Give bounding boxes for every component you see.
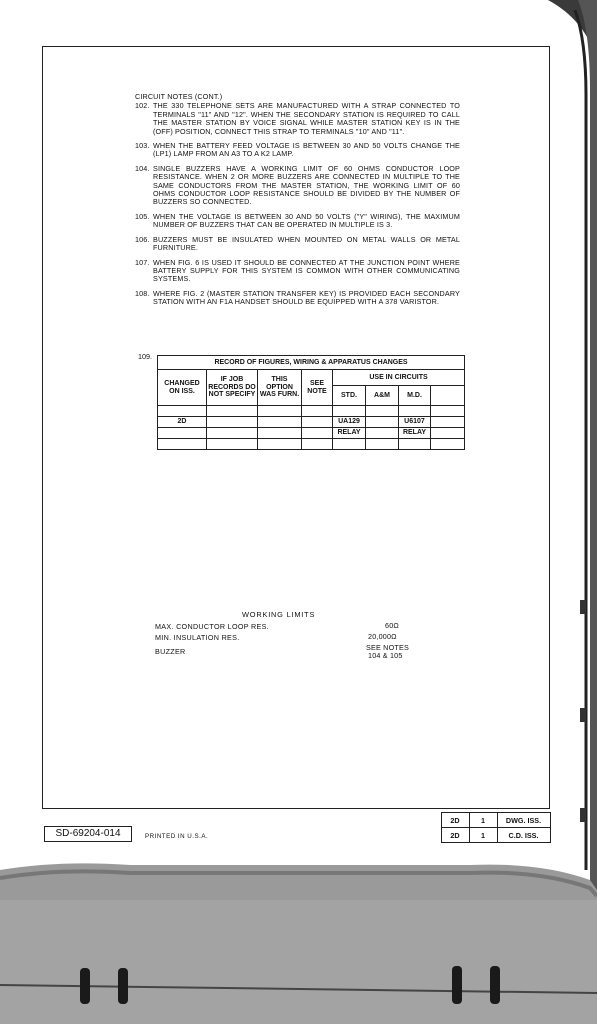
- drawing-number-box: SD-69204-014: [44, 826, 132, 842]
- note-number: 105.: [135, 211, 150, 221]
- changes-record-table: [157, 355, 465, 450]
- note-text: WHEN FIG. 6 IS USED IT SHOULD BE CONNECTED AT THE JUNCTION POINT WHERE BATTERY SUPPLY FOR THIS SYSTEM IS COMMON WITH OTHER COMMUNICATING SYSTEMS.: [153, 257, 460, 284]
- dwg-iss-num: 1: [469, 813, 497, 828]
- note-text: THE 330 TELEPHONE SETS ARE MANUFACTURED WITH A STRAP CONNECTED TO TERMINALS "11" AND "12". WHEN THE SECONDARY STATION IS REQUIRED TO CALL THE MASTER STATION BY VOICE SIGNAL WHILE MASTER STATION KEY IS IN THE (OFF) POSITION, CONNECT THIS STRAP TO TERMINALS "10" AND "11".: [153, 101, 460, 136]
- std-cell: UA129: [333, 417, 366, 428]
- note-text: WHEN THE VOLTAGE IS BETWEEN 30 AND 50 VOLTS ("Y" WIRING), THE MAXIMUM NUMBER OF BUZZERS THAT CAN BE OPERATED IN MULTIPLE IS 3.: [153, 211, 460, 230]
- table-row: [158, 439, 465, 450]
- note-text: WHEN THE BATTERY FEED VOLTAGE IS BETWEEN 30 AND 50 VOLTS CHANGE THE (LP1) LAMP FROM AN A3 TO A K2 LAMP.: [153, 141, 460, 159]
- limit-value: SEE NOTES: [366, 643, 409, 652]
- md-cell: U6107: [399, 417, 431, 428]
- dwg-iss-row: [415, 813, 550, 828]
- circuit-notes: [135, 93, 460, 313]
- note-number: 102.: [135, 101, 150, 111]
- note-109-number: 109.: [138, 352, 152, 361]
- limit-label: MAX. CONDUCTOR LOOP RES.: [155, 622, 269, 631]
- limit-value: 20,000Ω: [368, 632, 397, 641]
- col-use-in-circuits: USE IN CIRCUITS: [333, 370, 465, 386]
- note-number: 108.: [135, 288, 150, 298]
- note-number: 103.: [135, 141, 150, 151]
- notes-heading: CIRCUIT NOTES (CONT.): [135, 92, 223, 101]
- limit-value: 104 & 105: [368, 651, 403, 660]
- note-number: 106.: [135, 234, 150, 244]
- col-changed-on-iss: CHANGED ON ISS.: [158, 370, 207, 406]
- table-row: [158, 417, 465, 428]
- note-105: [135, 213, 460, 230]
- table-row: [158, 406, 465, 417]
- table-title: RECORD OF FIGURES, WIRING & APPARATUS CHANGES: [158, 356, 465, 370]
- table-row: [158, 428, 465, 439]
- cd-iss-value: 2D: [441, 828, 469, 843]
- note-text: WHERE FIG. 2 (MASTER STATION TRANSFER KEY) IS PROVIDED EACH SECONDARY STATION WITH AN F1A HANDSET SHOULD BE EQUIPPED WITH A 378 VARISTOR.: [153, 288, 460, 307]
- note-text: SINGLE BUZZERS HAVE A WORKING LIMIT OF 60 OHMS CONDUCTOR LOOP RESISTANCE. WHEN 2 OR MORE BUZZERS ARE CONNECTED IN MULTIPLE TO THE SAME CONDUCTORS FROM THE MASTER STATION, THE WORKING LIMIT OF 60 OHMS CONDUCTOR LOOP RESISTANCE SHOULD BE DIVIDED BY THE NUMBER OF BUZZERS SO CONNECTED.: [153, 163, 460, 207]
- note-text: BUZZERS MUST BE INSULATED WHEN MOUNTED ON METAL WALLS OR METAL FURNITURE.: [153, 234, 460, 253]
- note-number: 104.: [135, 163, 150, 173]
- col-am: A&M: [366, 386, 399, 406]
- col-std: STD.: [333, 386, 366, 406]
- col-see-note: SEE NOTE: [302, 370, 333, 406]
- note-107: [135, 259, 460, 284]
- note-104: [135, 165, 460, 207]
- cd-iss-num: 1: [469, 828, 497, 843]
- dwg-iss-value: 2D: [441, 813, 469, 828]
- note-102: [135, 102, 460, 136]
- working-limits-title: WORKING LIMITS: [242, 610, 316, 619]
- printed-in-label: PRINTED IN U.S.A.: [145, 833, 209, 840]
- col-option-furn: THIS OPTION WAS FURN.: [258, 370, 302, 406]
- cd-iss-label: C.D. ISS.: [497, 828, 550, 843]
- limit-label: BUZZER: [155, 647, 186, 656]
- note-number: 107.: [135, 257, 150, 267]
- note-106: [135, 236, 460, 253]
- note-103: [135, 142, 460, 159]
- col-md: M.D.: [399, 386, 431, 406]
- limit-label: MIN. INSULATION RES.: [155, 633, 240, 642]
- col-job-records: IF JOB RECORDS DO NOT SPECIFY: [207, 370, 258, 406]
- cd-iss-row: [415, 828, 550, 843]
- issue-block: [415, 812, 551, 843]
- row-iss-cell: 2D: [158, 417, 207, 428]
- dwg-iss-label: DWG. ISS.: [497, 813, 550, 828]
- md-cell: RELAY: [399, 428, 431, 439]
- std-cell: RELAY: [333, 428, 366, 439]
- note-108: [135, 290, 460, 307]
- col-blank: [431, 386, 465, 406]
- limit-value: 60Ω: [385, 621, 399, 630]
